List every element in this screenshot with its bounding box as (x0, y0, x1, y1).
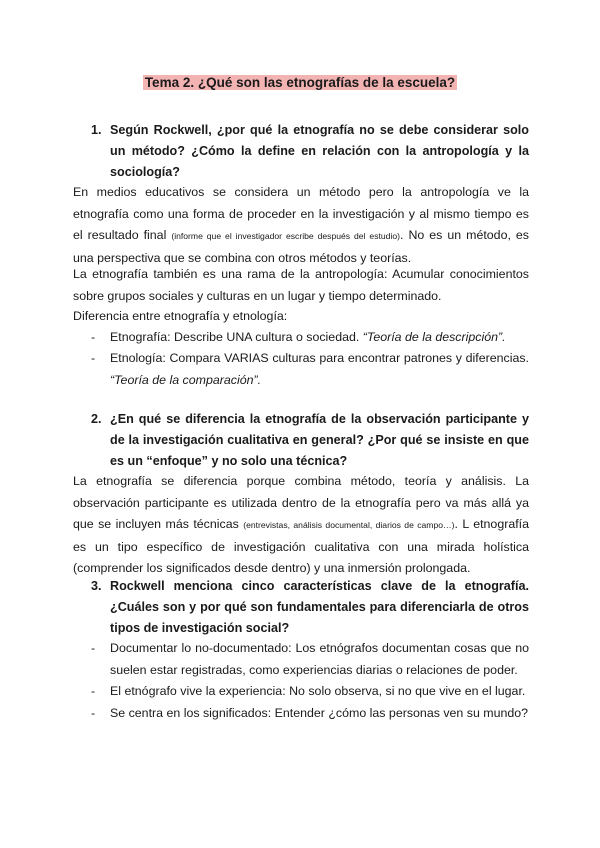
question-2 (91, 409, 529, 472)
list-item (91, 681, 529, 703)
list-item-text: Se centra en los significados: Entender ¿cómo las personas ven su mundo? (110, 706, 529, 720)
list-dash: - (91, 684, 96, 698)
question-1 (91, 120, 529, 183)
paragraph-4 (73, 471, 529, 580)
list-italic: “Teoría de la descripción”. (362, 330, 506, 344)
list-text: Etnología: Compara VARIAS culturas para encontrar patrones y diferencias. (110, 351, 529, 365)
list-text: Etnografía: Describe UNA cultura o sociedad. (110, 330, 363, 344)
paragraph-text: . No es un método, es una perspectiva que se combina con otros métodos y teorías. (73, 228, 529, 265)
list-item-text: Documentar lo no-documentado: Los etnógrafos documentan cosas que no suelen estar registradas, como experiencias diarias o relaciones de poder. (110, 641, 529, 677)
list-italic: “Teoría de la comparación”. (110, 372, 262, 387)
question-number: 3. (91, 579, 102, 593)
question-3 (91, 576, 529, 639)
paragraph-text: . L etnografía es un tipo específico de investigación cualitativa con una mirada holística (comprender los significados desde dentro) y una inmersión prolongada. (73, 517, 530, 575)
list-dash: - (91, 351, 96, 365)
list-item-text: El etnógrafo vive la experiencia: No solo observa, si no que vive en el lugar. (110, 684, 526, 698)
list-dash: - (91, 330, 96, 344)
paragraph-small-note: (informe que el investigador escribe después del estudio) (171, 231, 401, 241)
question-text: Según Rockwell, ¿por qué la etnografía no se debe considerar solo un método? ¿Cómo la define en relación con la antropología y la sociología? (110, 123, 529, 179)
paragraph-text: En medios educativos se considera un método pero la antropología ve la etnografía como una forma de proceder en la investigación y al mismo tiempo es el resultado final (73, 185, 529, 242)
question-number: 1. (91, 123, 102, 137)
list-dash: - (91, 706, 96, 720)
list-item (91, 638, 529, 681)
list-item-text (110, 327, 529, 349)
list-item (91, 327, 529, 349)
list-item (91, 348, 529, 391)
paragraph-text: La etnografía se diferencia porque combina método, teoría y análisis. La observación participante es utilizada dentro de la etnografía pero va más allá ya que se incluyen más técnicas (73, 474, 529, 531)
document-title (0, 74, 600, 92)
paragraph-small-note: (entrevistas, análisis documental, diarios de campo…) (243, 520, 455, 530)
list-item (91, 703, 529, 725)
question-text: ¿En qué se diferencia la etnografía de la observación participante y de la investigación cualitativa en general? ¿Por qué se insiste en que es un “enfoque” y no solo una técnica? (110, 412, 529, 468)
list-item-text (110, 348, 529, 391)
paragraph-3: Diferencia entre etnografía y etnología: (73, 309, 288, 323)
paragraph-2: La etnografía también es una rama de la antropología: Acumular conocimientos sobre grupos sociales y culturas en un lugar y tiempo determinado. (73, 267, 529, 303)
question-text: Rockwell menciona cinco características clave de la etnografía. ¿Cuáles son y por qué son fundamentales para diferenciarla de otros tipos de investigación social? (110, 579, 529, 635)
list-dash: - (91, 641, 96, 655)
title-highlight: Tema 2. ¿Qué son las etnografías de la escuela? (144, 75, 456, 90)
paragraph-1 (73, 182, 529, 269)
question-number: 2. (91, 412, 102, 426)
